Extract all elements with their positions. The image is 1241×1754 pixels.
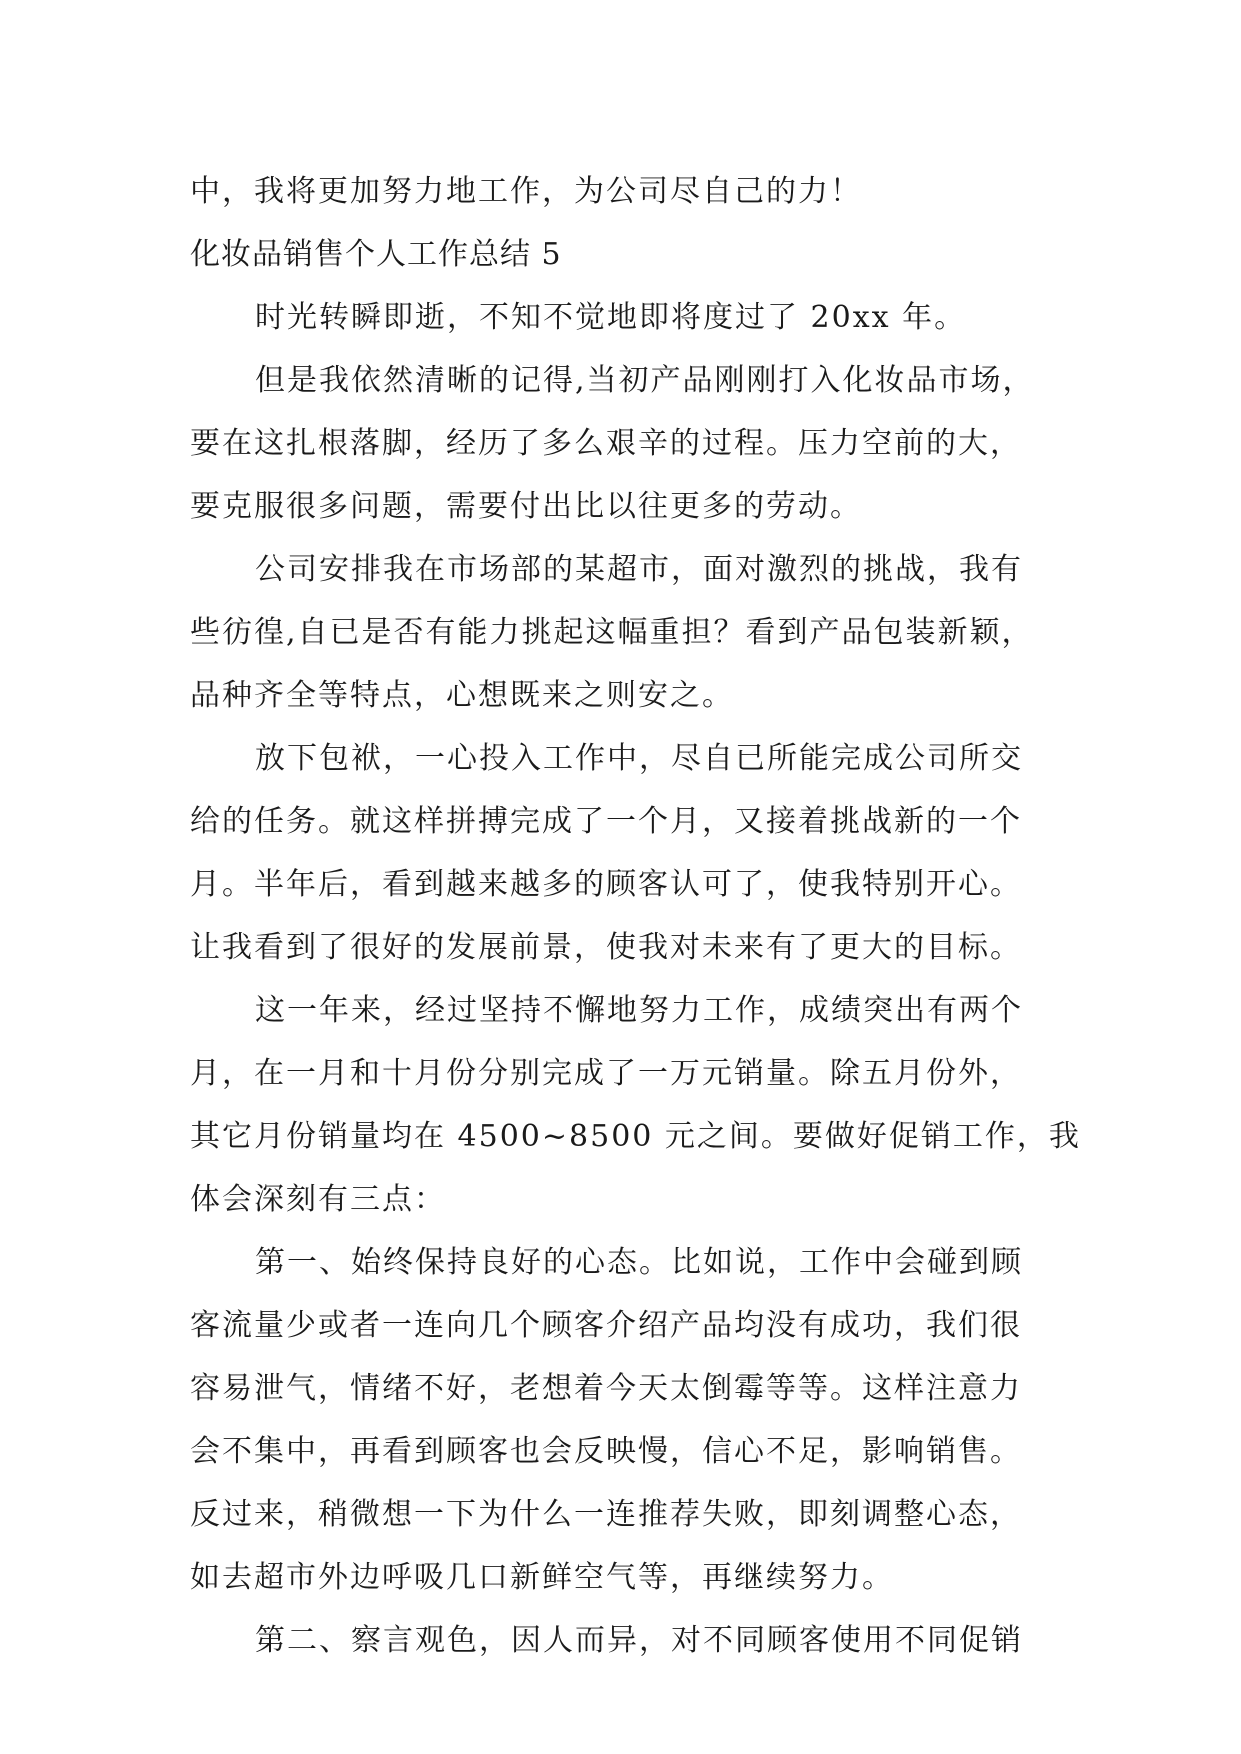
text-line: 容易泄气，情绪不好，老想着今天太倒霉等等。这样注意力 (190, 1371, 1022, 1406)
text-line: 品种齐全等特点，心想既来之则安之。 (190, 678, 734, 713)
text-line: 会不集中，再看到顾客也会反映慢，信心不足，影响销售。 (190, 1434, 1022, 1469)
paragraph-first-line: 第二、察言观色，因人而异，对不同顾客使用不同促销 (255, 1623, 1023, 1658)
text-line: 要在这扎根落脚，经历了多么艰辛的过程。压力空前的大， (190, 426, 1022, 461)
text-line: 反过来，稍微想一下为什么一连推荐失败，即刻调整心态， (190, 1497, 1022, 1532)
section-heading: 化妆品销售个人工作总结 5 (190, 237, 562, 272)
text-line: 些彷徨,自已是否有能力挑起这幅重担？看到产品包装新颖， (190, 615, 1034, 650)
paragraph-first-line: 但是我依然清晰的记得,当初产品刚刚打入化妆品市场， (255, 363, 1035, 398)
text-line: 中，我将更加努力地工作，为公司尽自己的力！ (190, 174, 862, 209)
text-line: 体会深刻有三点： (190, 1182, 446, 1217)
text-line: 要克服很多问题，需要付出比以往更多的劳动。 (190, 489, 862, 524)
paragraph-first-line: 这一年来，经过坚持不懈地努力工作，成绩突出有两个 (255, 993, 1023, 1028)
text-line: 客流量少或者一连向几个顾客介绍产品均没有成功，我们很 (190, 1308, 1022, 1343)
text-line: 如去超市外边呼吸几口新鲜空气等，再继续努力。 (190, 1560, 894, 1595)
document-body (190, 160, 1081, 1672)
text-line: 其它月份销量均在 4500~8500 元之间。要做好促销工作，我 (190, 1119, 1081, 1154)
paragraph-first-line: 第一、始终保持良好的心态。比如说，工作中会碰到顾 (255, 1245, 1023, 1280)
text-line: 月。半年后，看到越来越多的顾客认可了，使我特别开心。 (190, 867, 1022, 902)
paragraph-first-line: 公司安排我在市场部的某超市，面对激烈的挑战，我有 (255, 552, 1023, 587)
text-line: 给的任务。就这样拼搏完成了一个月，又接着挑战新的一个 (190, 804, 1022, 839)
text-line: 让我看到了很好的发展前景，使我对未来有了更大的目标。 (190, 930, 1022, 965)
text-line: 月，在一月和十月份分别完成了一万元销量。除五月份外， (190, 1056, 1022, 1091)
paragraph-first-line: 时光转瞬即逝，不知不觉地即将度过了 20xx 年。 (255, 300, 967, 335)
paragraph-first-line: 放下包袱，一心投入工作中，尽自已所能完成公司所交 (255, 741, 1023, 776)
